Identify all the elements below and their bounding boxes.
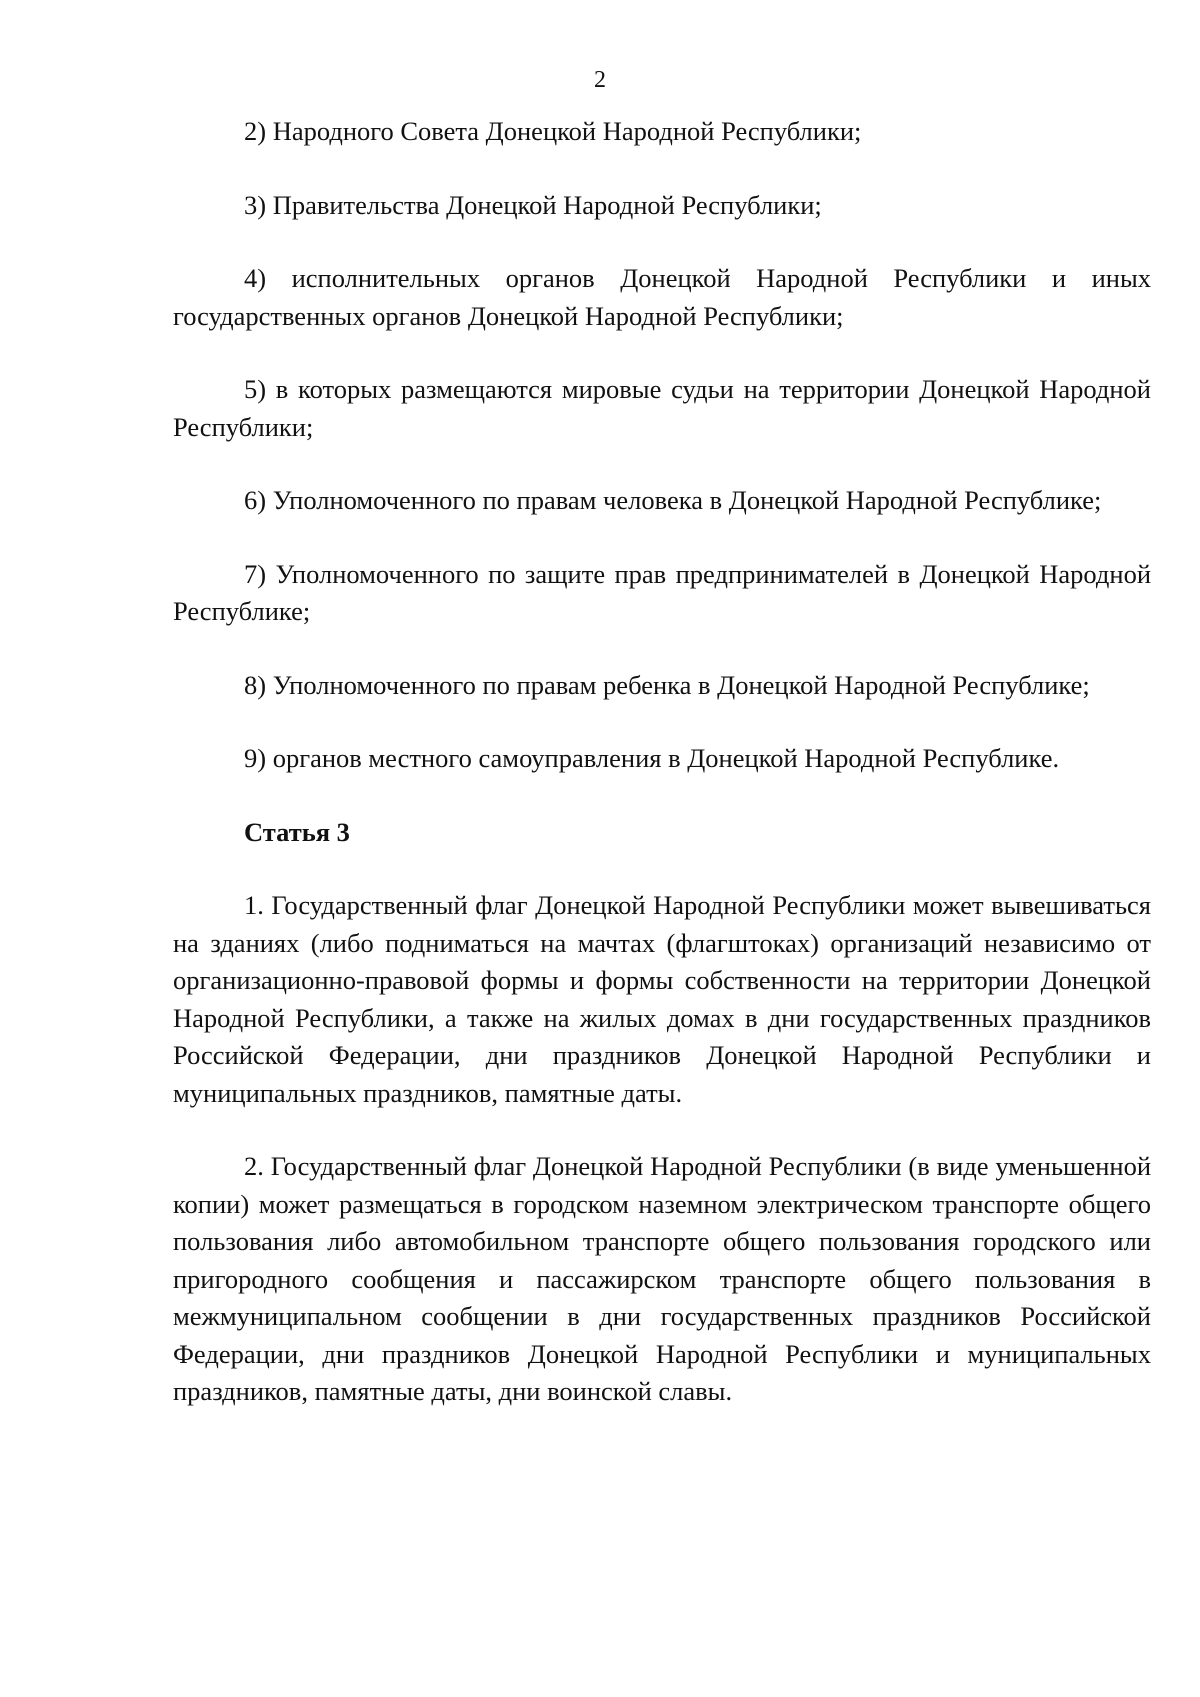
article-paragraph: 2. Государственный флаг Донецкой Народной Республики (в виде уменьшенной копии) может размещаться в городском наземном электрическом транспорте общего пользования либо автомобильном транспорте общего пользования городского или пригородного сообщения и пассажирском транспорте общего пользования в межмуниципальном сообщении в дни государственных праздников Российской Федерации, дни праздников Донецкой Народной Республики и муниципальных праздников, памятные даты, дни воинской славы. bbox=[173, 1151, 1151, 1406]
list-item: 8) Уполномоченного по правам ребенка в Донецкой Народной Республике; bbox=[244, 669, 1090, 700]
list-item: 5) в которых размещаются мировые судьи на территории Донецкой Народной Республики; bbox=[173, 374, 1151, 442]
list-item: 4) исполнительных органов Донецкой Народной Республики и иных государственных органов Донецкой Народной Республики; bbox=[173, 263, 1151, 331]
list-item: 6) Уполномоченного по правам человека в Донецкой Народной Республике; bbox=[244, 485, 1102, 515]
article-paragraph: 1. Государственный флаг Донецкой Народной Республики может вывешиваться на зданиях (либо подниматься на мачтах (флагштоках) организаций независимо от организационно-правовой формы и формы собственности на территории Донецкой Народной Республики, а также на жилых домах в дни государственных праздников Российской Федерации, дни праздников Донецкой Народной Республики и муниципальных праздников, памятные даты. bbox=[173, 890, 1151, 1108]
document-body bbox=[173, 113, 1151, 1447]
list-item: 9) органов местного самоуправления в Донецкой Народной Республике. bbox=[244, 743, 1060, 773]
list-item: 7) Уполномоченного по защите прав предпринимателей в Донецкой Народной Республике; bbox=[173, 558, 1151, 626]
page-number: 2 bbox=[594, 67, 606, 93]
list-item: 3) Правительства Донецкой Народной Республики; bbox=[244, 189, 822, 220]
list-item: 2) Народного Совета Донецкой Народной Республики; bbox=[244, 116, 862, 146]
article-heading: Статья 3 bbox=[244, 816, 350, 847]
